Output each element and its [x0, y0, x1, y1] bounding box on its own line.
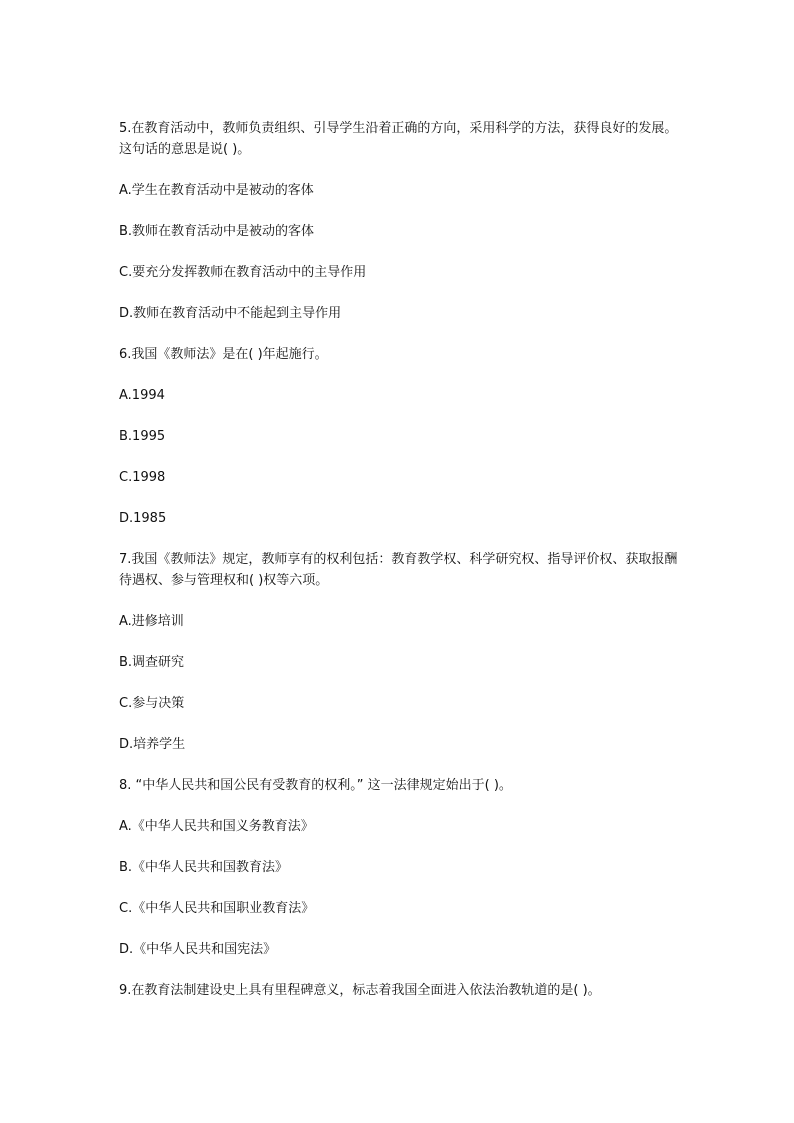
question-list — [119, 118, 679, 1001]
option-a: A.进修培训 — [119, 614, 184, 629]
question-text: 8. “中华人民共和国公民有受教育的权利。” 这一法律规定始出于( )。 — [119, 778, 512, 793]
option-b: B.《中华人民共和国教育法》 — [119, 860, 289, 875]
question-6 — [119, 344, 679, 549]
question-7 — [119, 549, 679, 775]
option-d: D.《中华人民共和国宪法》 — [119, 942, 277, 957]
option-c: C.1998 — [119, 470, 166, 485]
question-text: 9.在教育法制建设史上具有里程碑意义，标志着我国全面进入依法治教轨道的是( )。 — [119, 983, 601, 998]
question-text: 6.我国《教师法》是在( )年起施行。 — [119, 347, 328, 362]
question-text: 7.我国《教师法》规定，教师享有的权利包括：教育教学权、科学研究权、指导评价权、获取报酬待遇权、参与管理权和( )权等六项。 — [119, 552, 678, 588]
option-b: B.1995 — [119, 429, 166, 444]
option-d: D.1985 — [119, 511, 167, 526]
option-a: A.1994 — [119, 388, 165, 403]
option-a: A.《中华人民共和国义务教育法》 — [119, 819, 314, 834]
question-5 — [119, 118, 679, 344]
question-9 — [119, 980, 679, 1001]
option-d: D.培养学生 — [119, 737, 186, 752]
question-text: 5.在教育活动中，教师负责组织、引导学生沿着正确的方向，采用科学的方法，获得良好的发展。这句话的意思是说( )。 — [119, 121, 678, 157]
option-c: C.参与决策 — [119, 696, 185, 711]
option-b: B.教师在教育活动中是被动的客体 — [119, 224, 315, 239]
option-a: A.学生在教育活动中是被动的客体 — [119, 183, 314, 198]
option-b: B.调查研究 — [119, 655, 185, 670]
question-8 — [119, 775, 679, 980]
option-d: D.教师在教育活动中不能起到主导作用 — [119, 306, 342, 321]
option-c: C.《中华人民共和国职业教育法》 — [119, 901, 315, 916]
option-c: C.要充分发挥教师在教育活动中的主导作用 — [119, 265, 367, 280]
